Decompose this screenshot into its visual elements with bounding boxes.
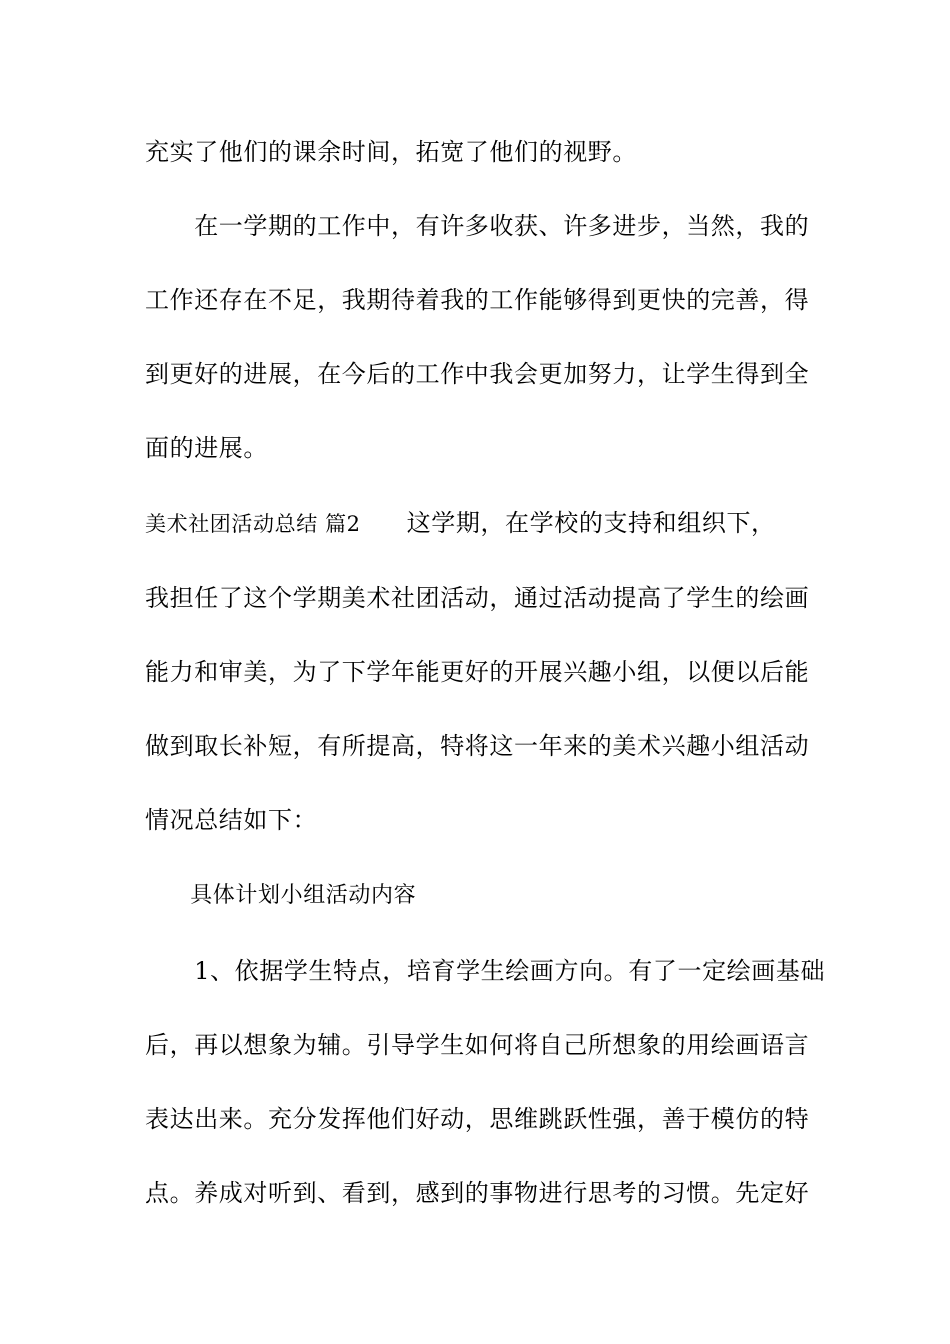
paragraph-line: 表达出来。充分发挥他们好动，思维跳跃性强，善于模仿的特 (145, 1105, 810, 1133)
paragraph-line: 1、依据学生特点，培育学生绘画方向。有了一定绘画基础 (145, 957, 826, 985)
subheading: 具体计划小组活动内容 (145, 883, 417, 908)
paragraph-line: 到更好的进展，在今后的工作中我会更加努力，让学生得到全 (145, 360, 810, 388)
paragraph-line: 点。养成对听到、看到，感到的事物进行思考的习惯。先定好 (145, 1179, 810, 1207)
paragraph-line: 我担任了这个学期美术社团活动，通过活动提高了学生的绘画 (145, 584, 810, 612)
paragraph-line: 工作还存在不足，我期待着我的工作能够得到更快的完善，得 (145, 286, 810, 314)
paragraph-line: 后，再以想象为辅。引导学生如何将自己所想象的用绘画语言 (145, 1031, 810, 1059)
paragraph-line: 在一学期的工作中，有许多收获、许多进步，当然，我的 (145, 212, 810, 240)
paragraph-line: 能力和审美，为了下学年能更好的开展兴趣小组，以便以后能 (145, 658, 810, 686)
paragraph-line: 做到取长补短，有所提高，特将这一年来的美术兴趣小组活动 (145, 732, 810, 760)
section-first-text: 这学期，在学校的支持和组织下， (406, 509, 776, 537)
paragraph-line: 情况总结如下： (145, 806, 318, 834)
paragraph-line: 面的进展。 (145, 434, 268, 462)
section-heading-line (145, 508, 810, 539)
paragraph-line: 充实了他们的课余时间，拓宽了他们的视野。 (145, 138, 637, 166)
section-heading: 美术社团活动总结 篇2 (145, 512, 361, 536)
